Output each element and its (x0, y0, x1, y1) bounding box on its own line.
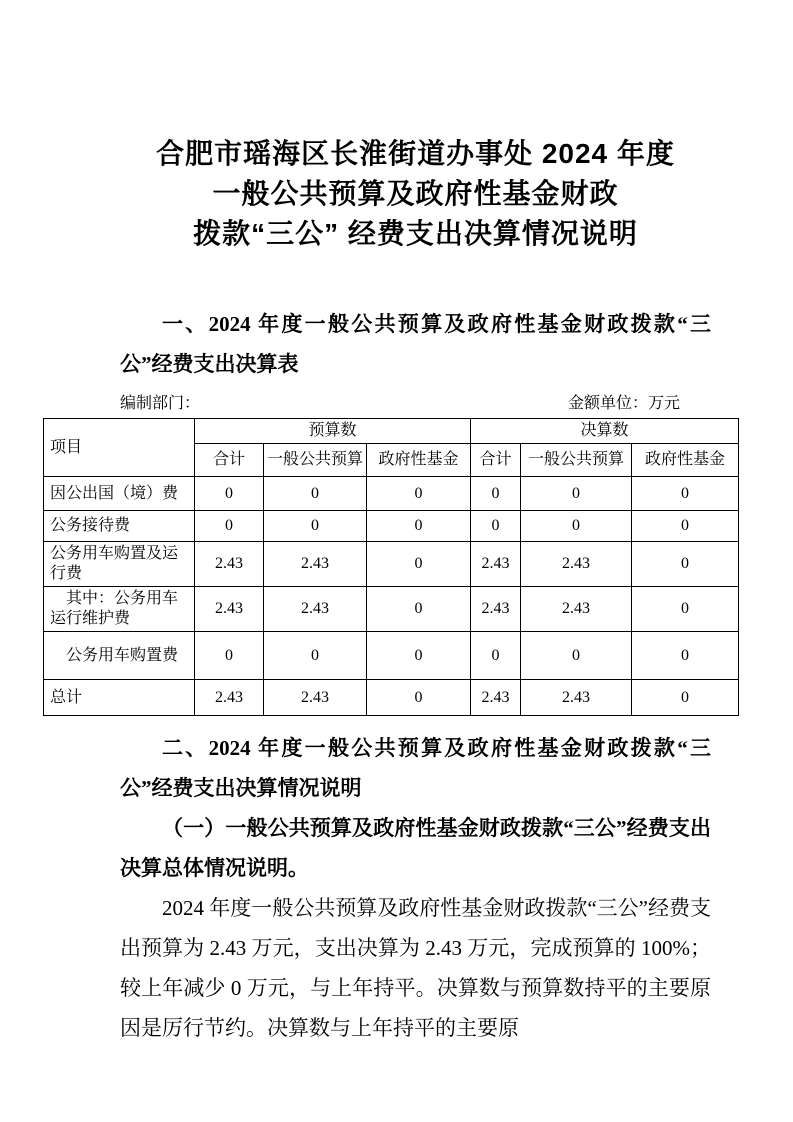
table-caption-department: 编制部门： (120, 395, 201, 412)
doc-title-line-2: 一般公共预算及政府性基金财政 (212, 178, 619, 209)
row-label: 公务用车购置及运行费 (44, 542, 195, 587)
cell-value: 0 (367, 680, 471, 716)
doc-title-line-1: 合肥市瑶海区长淮街道办事处 2024 年度 (156, 138, 675, 169)
row-label: 公务接待费 (44, 511, 195, 542)
cell-value: 0 (632, 587, 739, 632)
cell-value: 0 (521, 511, 632, 542)
row-label: 公务用车购置费 (44, 632, 195, 680)
row-label: 总计 (44, 680, 195, 716)
table-header-budget-govfund: 政府性基金 (367, 444, 471, 477)
cell-value: 0 (367, 511, 471, 542)
cell-value: 0 (195, 511, 264, 542)
table-row-vehicle-purchase (44, 632, 739, 680)
cell-value: 0 (195, 477, 264, 511)
table-header-budget-total: 合计 (195, 444, 264, 477)
cell-value: 0 (264, 477, 367, 511)
doc-title-line-3: 拨款“三公” 经费支出决算情况说明 (193, 218, 638, 249)
three-public-expenditure-table (43, 418, 739, 716)
cell-value: 0 (471, 477, 521, 511)
table-row-reception-expense (44, 511, 739, 542)
table-header-budget-general: 一般公共预算 (264, 444, 367, 477)
cell-value: 0 (632, 477, 739, 511)
doc-title (120, 0, 711, 254)
cell-value: 0 (264, 511, 367, 542)
table-header-group-row (44, 419, 739, 444)
section-2-1-subheading: （一）一般公共预算及政府性基金财政拨款“三公”经费支出决算总体情况说明。 (120, 816, 711, 880)
table-caption (43, 384, 738, 418)
cell-value: 0 (632, 680, 739, 716)
row-label: 其中：公务用车运行维护费 (44, 587, 195, 632)
cell-value: 2.43 (521, 542, 632, 587)
table-header-final-total: 合计 (471, 444, 521, 477)
cell-value: 2.43 (195, 680, 264, 716)
cell-value: 0 (367, 477, 471, 511)
table-header-budget-group: 预算数 (195, 419, 471, 444)
cell-value: 2.43 (264, 680, 367, 716)
cell-value: 2.43 (521, 680, 632, 716)
cell-value: 2.43 (521, 587, 632, 632)
row-label: 因公出国（境）费 (44, 477, 195, 511)
section-2-heading: 二、2024 年度一般公共预算及政府性基金财政拨款“三公”经费支出决算情况说明 (120, 736, 711, 800)
cell-value: 0 (632, 511, 739, 542)
cell-value: 2.43 (195, 587, 264, 632)
cell-value: 0 (521, 477, 632, 511)
section-2-1-paragraph: 2024 年度一般公共预算及政府性基金财政拨款“三公”经费支出预算为 2.43 万元，支出决算为 2.43 万元，完成预算的 100%；较上年减少 0 万元，与上年持平。决算数与预算数持平的主要原因是厉行节约。决算数与上年持平的主要原 (120, 896, 711, 1040)
cell-value: 0 (471, 632, 521, 680)
table-header-final-group: 决算数 (471, 419, 739, 444)
cell-value: 2.43 (471, 542, 521, 587)
cell-value: 0 (632, 542, 739, 587)
cell-value: 0 (195, 632, 264, 680)
cell-value: 0 (632, 632, 739, 680)
table-header-final-general: 一般公共预算 (521, 444, 632, 477)
table-row-abroad-expense (44, 477, 739, 511)
table-row-total (44, 680, 739, 716)
cell-value: 0 (367, 587, 471, 632)
cell-value: 0 (471, 511, 521, 542)
cell-value: 2.43 (471, 587, 521, 632)
cell-value: 2.43 (264, 542, 367, 587)
section-1-heading: 一、2024 年度一般公共预算及政府性基金财政拨款“三公”经费支出决算表 (120, 312, 711, 376)
cell-value: 0 (521, 632, 632, 680)
cell-value: 2.43 (195, 542, 264, 587)
cell-value: 0 (367, 632, 471, 680)
table-header-final-govfund: 政府性基金 (632, 444, 739, 477)
cell-value: 2.43 (264, 587, 367, 632)
cell-value: 0 (367, 542, 471, 587)
table-caption-unit: 金额单位：万元 (567, 395, 680, 412)
table-row-vehicle-operation-maintenance (44, 587, 739, 632)
table-header-item: 项目 (44, 419, 195, 477)
table-row-vehicle-purchase-and-operation (44, 542, 739, 587)
cell-value: 0 (264, 632, 367, 680)
cell-value: 2.43 (471, 680, 521, 716)
